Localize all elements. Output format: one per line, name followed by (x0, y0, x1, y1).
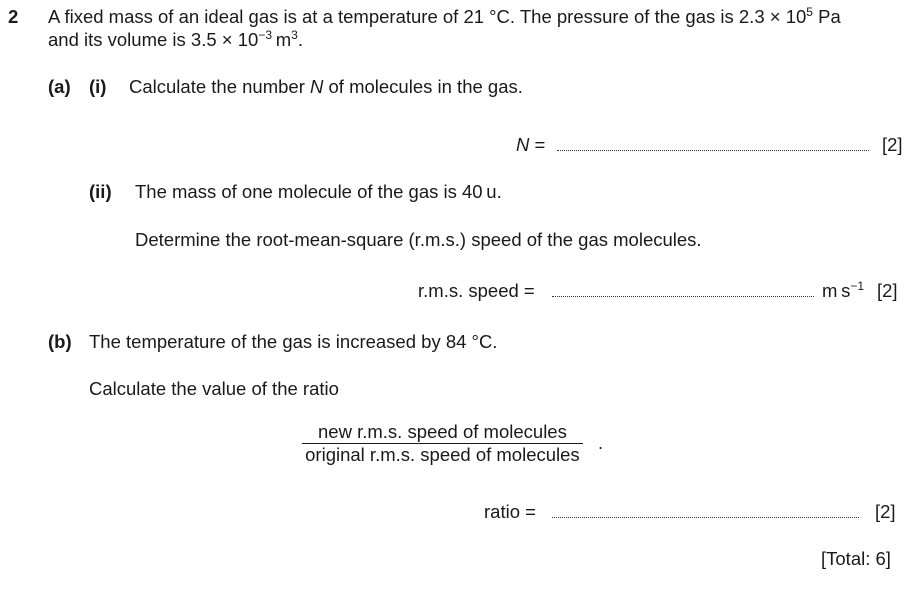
answer-n-equals: = (529, 134, 546, 155)
part-b-text: The temperature of the gas is increased by 84 °C. (89, 331, 498, 352)
answer-n-line[interactable] (557, 150, 869, 151)
part-a-i-text-end: of molecules in the gas. (323, 76, 523, 97)
part-b-marks: [2] (875, 501, 896, 522)
part-a-i-marks: [2] (882, 134, 903, 155)
ratio-denominator: original r.m.s. speed of molecules (305, 444, 580, 465)
part-a-i-label: (i) (89, 76, 107, 97)
answer-ratio-label: ratio = (484, 501, 536, 522)
intro-line-2 (48, 29, 303, 53)
volume-unit-exponent: 3 (291, 28, 298, 42)
part-a-ii-marks: [2] (877, 280, 898, 301)
part-a-ii-label: (ii) (89, 181, 112, 202)
total-marks: [Total: 6] (821, 548, 891, 569)
question-number: 2 (8, 6, 19, 27)
volume-exponent: −3 (258, 28, 272, 42)
intro-line-1-text: A fixed mass of an ideal gas is at a temperature of 21 °C. The pressure of the gas is 2.3 × 10 (48, 6, 807, 27)
answer-rms-line[interactable] (552, 296, 814, 297)
pressure-unit: Pa (812, 6, 841, 27)
answer-ratio-line[interactable] (552, 517, 859, 518)
part-a-ii-text: The mass of one molecule of the gas is 40 u. (135, 181, 502, 202)
ratio-fraction (302, 421, 583, 466)
answer-rms-label: r.m.s. speed = (418, 280, 535, 301)
part-a-i-question (129, 76, 523, 98)
answer-n-var: N (516, 134, 530, 155)
rms-unit-exponent: −1 (850, 279, 865, 293)
rms-unit-text: m s (822, 280, 851, 301)
intro-line-2-text: and its volume is 3.5 × 10 (48, 29, 259, 50)
intro-period: . (297, 29, 303, 50)
variable-n: N (310, 76, 324, 97)
part-a-i-text: Calculate the number (129, 76, 310, 97)
part-a-label: (a) (48, 76, 71, 97)
intro-line-1 (48, 6, 841, 30)
answer-n-label (516, 134, 545, 156)
answer-rms-unit (822, 280, 864, 304)
part-a-ii-instruction: Determine the root-mean-square (r.m.s.) speed of the gas molecules. (135, 229, 702, 250)
volume-unit: m (272, 29, 292, 50)
part-b-instruction: Calculate the value of the ratio (89, 378, 339, 399)
ratio-period: . (598, 432, 604, 453)
ratio-numerator: new r.m.s. speed of molecules (302, 421, 583, 444)
part-b-label: (b) (48, 331, 72, 352)
pressure-exponent: 5 (806, 5, 813, 19)
